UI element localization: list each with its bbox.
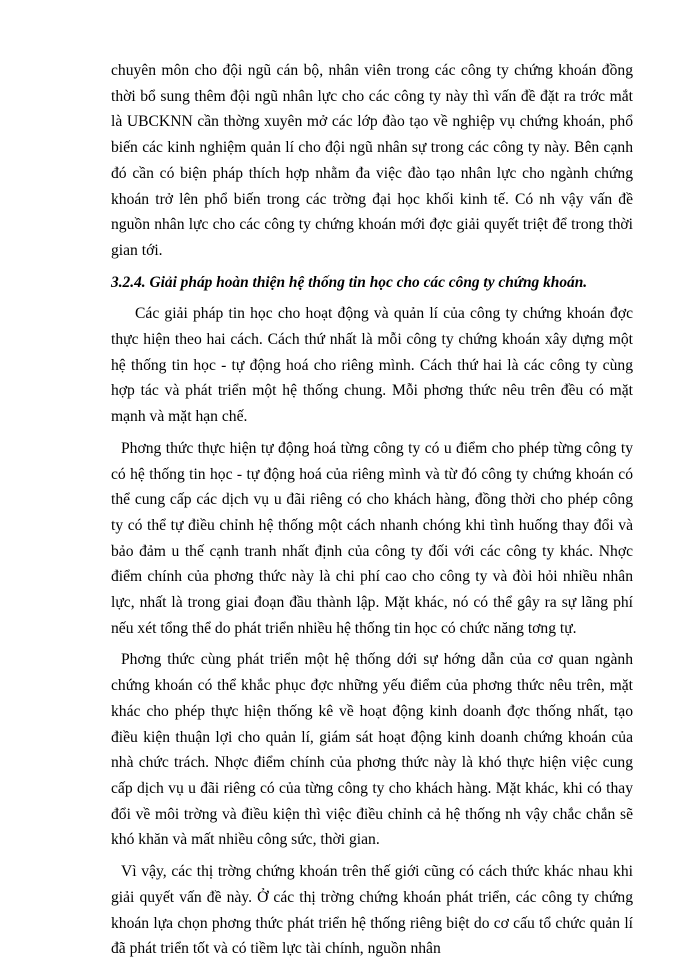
paragraph-it-solutions: Các giải pháp tin học cho hoạt động và quản lí của công ty chứng khoán đợc thực hiện theo hai cách. Cách thứ nhất là mỗi công ty chứng khoán xây dựng một hệ thống tin học - tự động hoá cho riêng mình. Cách thứ hai là các công ty cùng hợp tác và phát triển một hệ thống chung. Mỗi phơng thức nêu trên đều có mặt mạnh và mặt hạn chế. (111, 305, 633, 426)
paragraph-shared-system: Phơng thức cùng phát triển một hệ thống dới sự hớng dẫn của cơ quan ngành chứng khoán có thể khắc phục đợc những yếu điểm của phơng thức nêu trên, mặt khác cho phép thực hiện thống kê về hoạt động kinh doanh đợc thống nhất, tạo điều kiện thuận lợi cho quản lí, giám sát hoạt động kinh doanh chứng khoán của nhà chức trách. Nhợc điểm chính của phơng thức này là khó thực hiện việc cung cấp dịch vụ u đãi riêng có của từng công ty cho khách hàng. Mặt khác, khi có thay đổi về môi trờng và điều kiện thì việc điều chỉnh cả hệ thống nh vậy chắc chắn sẽ khó khăn và mất nhiều công sức, thời gian. (111, 651, 633, 849)
document-page (111, 58, 633, 968)
section-heading-3-2-4: 3.2.4. Giải pháp hoàn thiện hệ thống tin học cho các công ty chứng khoán. (111, 273, 588, 291)
paragraph-world-markets: Vì vậy, các thị trờng chứng khoán trên thế giới cũng có cách thức khác nhau khi giải quyết vấn đề này. Ở các thị trờng chứng khoán phát triển, các công ty chứng khoán lựa chọn phơng thức phát triển hệ thống riêng biệt do cơ cấu tổ chức quản lí đã phát triển tốt và có tiềm lực tài chính, nguồn nhân (111, 863, 633, 958)
paragraph-individual-automation: Phơng thức thực hiện tự động hoá từng công ty có u điểm cho phép từng công ty có hệ thống tin học - tự động hoá của riêng mình và từ đó công ty chứng khoán có thể cung cấp các dịch vụ u đãi riêng có cho khách hàng, đồng thời cho phép công ty có thể tự điều chỉnh hệ thống một cách nhanh chóng khi tình huống thay đổi và bảo đảm u thế cạnh tranh nhất định của công ty đối với các công ty khác. Nhợc điểm chính của phơng thức này là chi phí cao cho công ty và đòi hỏi nhiều nhân lực, nhất là trong giai đoạn đầu thành lập. Mặt khác, nó có thể gây ra sự lãng phí nếu xét tổng thể do phát triển nhiều hệ thống tin học có chức năng tơng tự. (111, 439, 633, 637)
paragraph-human-resources: chuyên môn cho đội ngũ cán bộ, nhân viên trong các công ty chứng khoán đồng thời bổ sung thêm đội ngũ nhân lực cho các công ty này thì vấn đề đặt ra trớc mắt là UBCKNN cần thờng xuyên mở các lớp đào tạo về nghiệp vụ chứng khoán, phổ biến các kinh nghiệm quản lí cho đội ngũ nhân sự trong các công ty này. Bên cạnh đó cần có biện pháp thích hợp nhằm đa việc đào tạo nhân lực cho ngành chứng khoán trở lên phổ biến trong các trờng đại học khối kinh tế. Có nh vậy vấn đề nguồn nhân lực cho các công ty chứng khoán mới đợc giải quyết triệt để trong thời gian tới. (111, 62, 633, 259)
